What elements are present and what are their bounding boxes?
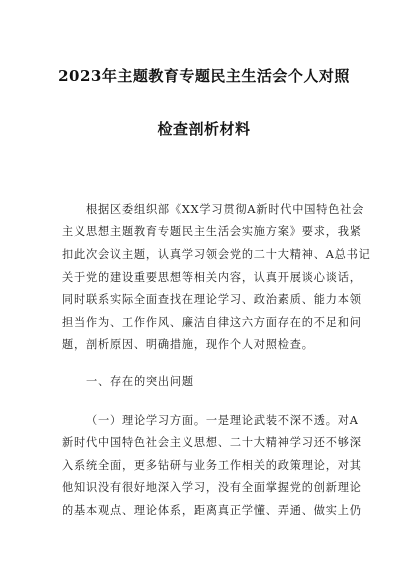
- paragraph-1-line-1: 根据区委组织部《XX学习贯彻A新时代中国特色社会: [86, 203, 365, 216]
- paragraph-1-line-2: 主义思想主题教育专题民主生活会实施方案》要求，我紧: [62, 225, 362, 238]
- paragraph-2-line-3: 入系统全面，更多钻研与业务工作相关的政策理论，对其: [62, 459, 362, 472]
- paragraph-1-line-5: 同时联系实际全面查找在理论学习、政治素质、能力本领: [62, 293, 362, 306]
- document-title-line-1: 2023年主题教育专题民主生活会个人对照: [58, 67, 350, 85]
- document-title-line-2: 检查剖析材料: [157, 120, 251, 138]
- section-heading-1: 一、存在的突出问题: [86, 375, 194, 388]
- paragraph-2-line-5: 的基本观点、理论体系，距离真正学懂、弄通、做实上仍: [62, 504, 362, 517]
- paragraph-1-line-4: 关于党的建设重要思想等相关内容，认真开展谈心谈话，: [62, 271, 362, 284]
- paragraph-1-line-3: 扣此次会议主题，认真学习领会党的二十大精神、A总书记: [62, 248, 371, 261]
- paragraph-2-line-2: 新时代中国特色社会主义思想、二十大精神学习还不够深: [62, 436, 362, 449]
- paragraph-2-line-1: （一）理论学习方面。一是理论武装不深不透。对A: [86, 414, 359, 427]
- paragraph-1-line-7: 题，剖析原因、明确措施，现作个人对照检查。: [62, 338, 314, 351]
- paragraph-2-line-4: 他知识没有很好地深入学习，没有全面掌握党的创新理论: [62, 481, 362, 494]
- paragraph-1-line-6: 担当作为、工作作风、廉洁自律这六方面存在的不足和问: [62, 316, 362, 329]
